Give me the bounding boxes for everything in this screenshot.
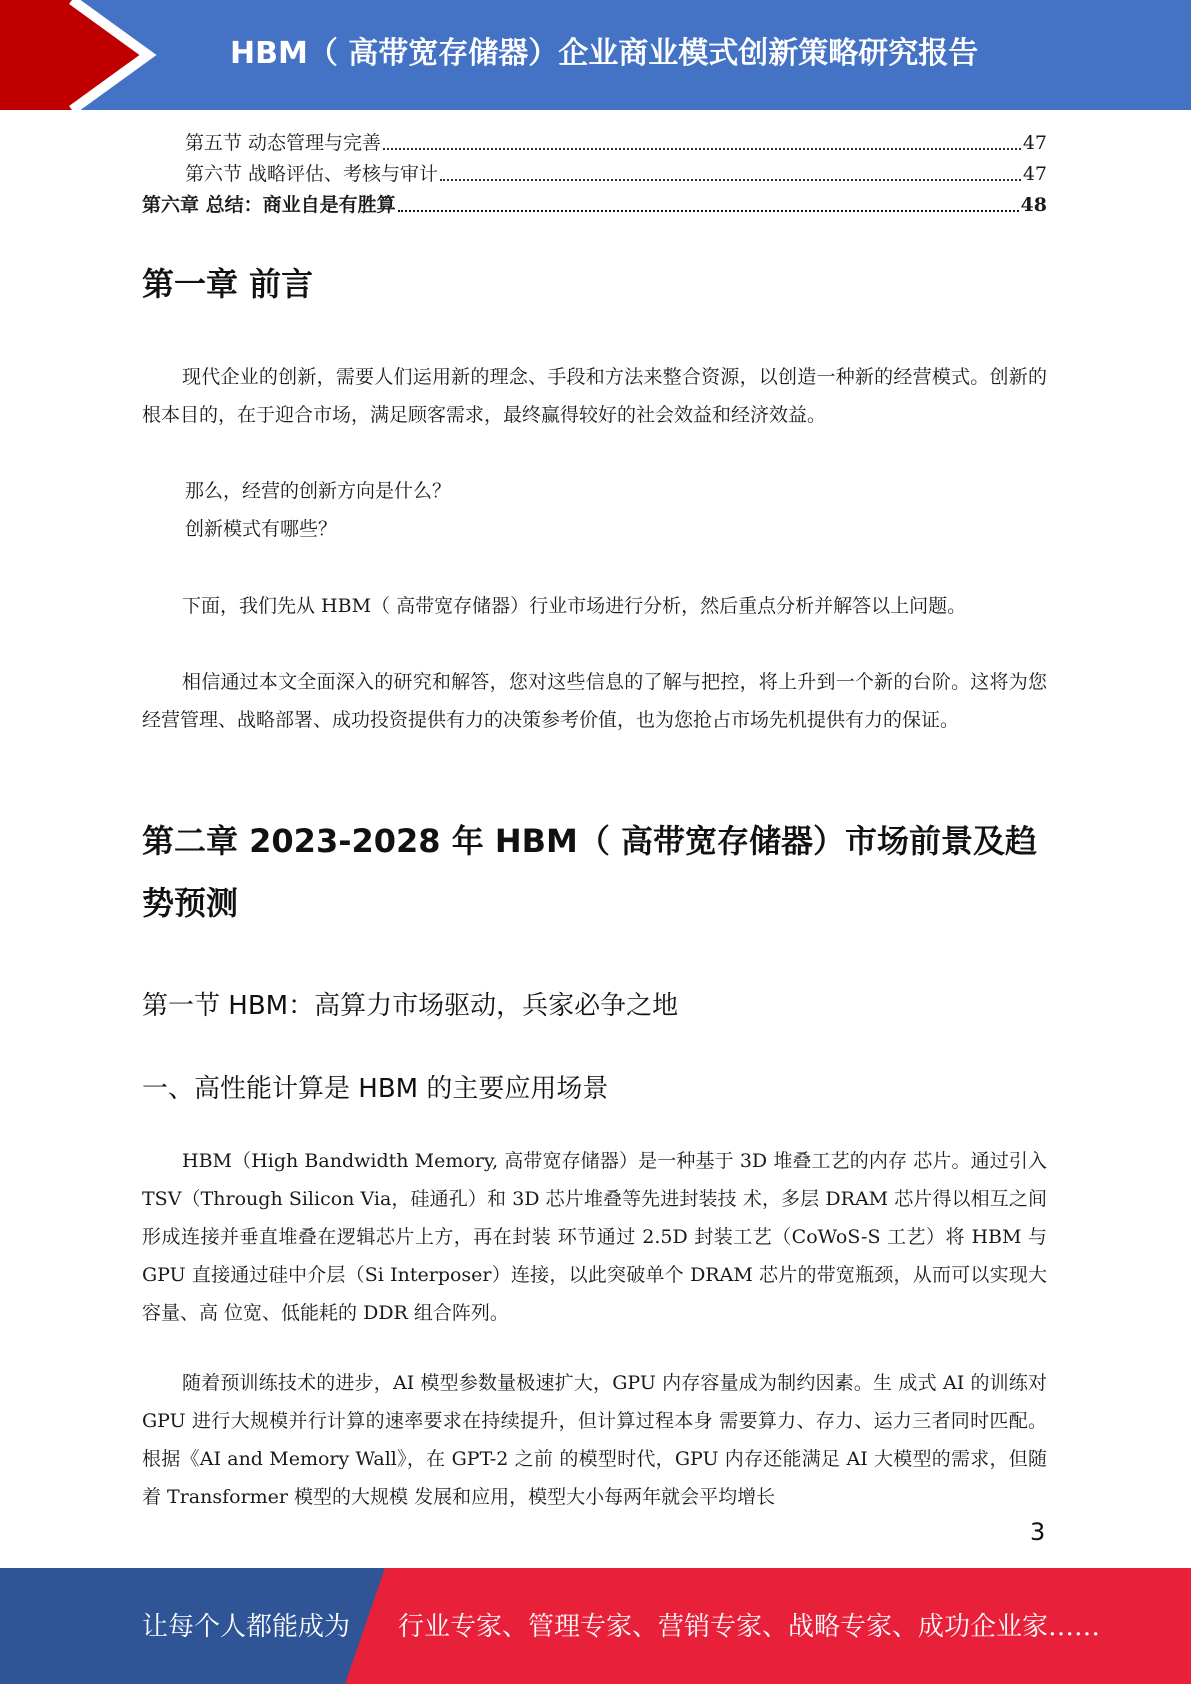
- page-footer: [0, 1568, 1191, 1684]
- chapter2-heading: 第二章 2023-2028 年 HBM（ 高带宽存储器）市场前景及趋势预测: [142, 822, 1037, 922]
- toc-entry-text: 第六节 战略评估、考核与审计: [185, 163, 439, 185]
- chapter1-paragraph-1: 现代企业的创新，需要人们运用新的理念、手段和方法来整合资源，以创造一种新的经营模式。创新的根本目的，在于迎合市场，满足顾客需求，最终赢得较好的社会效益和经济效益。: [142, 366, 1047, 426]
- page-number: 3: [1030, 1518, 1046, 1546]
- toc-entry-page: 47: [1022, 163, 1047, 185]
- chapter1-paragraph-3: 相信通过本文全面深入的研究和解答，您对这些信息的了解与把控，将上升到一个新的台阶。这将为您经营管理、战略部署、成功投资提供有力的决策参考价值，也为您抢占市场先机提供有力的保证。: [142, 671, 1047, 731]
- toc-leader-dots: [440, 179, 1021, 181]
- toc-leader-dots: [398, 210, 1019, 212]
- section-heading: 第一节 HBM：高算力市场驱动，兵家必争之地: [142, 991, 679, 1021]
- footer-slogan-left: 让每个人都能成为: [142, 1612, 351, 1642]
- header-title: HBM（ 高带宽存储器）企业商业模式创新策略研究报告: [230, 36, 979, 71]
- chapter1-paragraph-2: 下面，我们先从 HBM（ 高带宽存储器）行业市场进行分析，然后重点分析并解答以上问题。: [182, 595, 967, 617]
- toc-entry[interactable]: [142, 192, 1047, 218]
- toc-leader-dots: [383, 148, 1021, 150]
- chapter2-paragraph-1: HBM（High Bandwidth Memory, 高带宽存储器）是一种基于 3D 堆叠工艺的内存 芯片。通过引入 TSV（Through Silicon Via，硅通孔）和 3D 芯片堆叠等先进封装技 术，多层 DRAM 芯片得以相互之间形成连接并垂直堆叠在逻辑芯片上方，再在封装 环节通过 2.5D 封装工艺（CoWoS-S 工艺）将 HBM 与 GPU 直接通过硅中介层（Si Interposer）连接，以此突破单个 DRAM 芯片的带宽瓶颈，从而可以实现大容量、高 位宽、低能耗的 DDR 组合阵列。: [142, 1150, 1047, 1324]
- footer-slogan-right: 行业专家、管理专家、营销专家、战略专家、成功企业家……: [398, 1612, 1101, 1642]
- toc-entry[interactable]: [185, 161, 1047, 187]
- chapter1-question-1: 那么，经营的创新方向是什么？: [185, 480, 452, 502]
- toc-entry-page: 47: [1022, 132, 1047, 154]
- chapter1-heading: 第一章 前言: [142, 265, 314, 303]
- toc-entry[interactable]: [185, 130, 1047, 156]
- toc-entry-text: 第五节 动态管理与完善: [185, 132, 382, 154]
- toc-entry-text: 第六章 总结：商业自是有胜算: [142, 194, 396, 216]
- subsection-heading: 一、高性能计算是 HBM 的主要应用场景: [142, 1074, 609, 1104]
- page-header: [0, 0, 1191, 110]
- chapter1-question-2: 创新模式有哪些？: [185, 518, 338, 540]
- chapter2-paragraph-2: 随着预训练技术的进步，AI 模型参数量极速扩大，GPU 内存容量成为制约因素。生 成式 AI 的训练对 GPU 进行大规模并行计算的速率要求在持续提升，但计算过程本身 需要算力、存力、运力三者同时匹配。根据《AI and Memory Wall》，在 GPT-2 之前 的模型时代，GPU 内存还能满足 AI 大模型的需求，但随着 Transformer 模型的大规模 发展和应用，模型大小每两年就会平均增长: [142, 1372, 1047, 1508]
- toc-entry-page: 48: [1020, 194, 1047, 216]
- header-red-chevron: [0, 0, 148, 110]
